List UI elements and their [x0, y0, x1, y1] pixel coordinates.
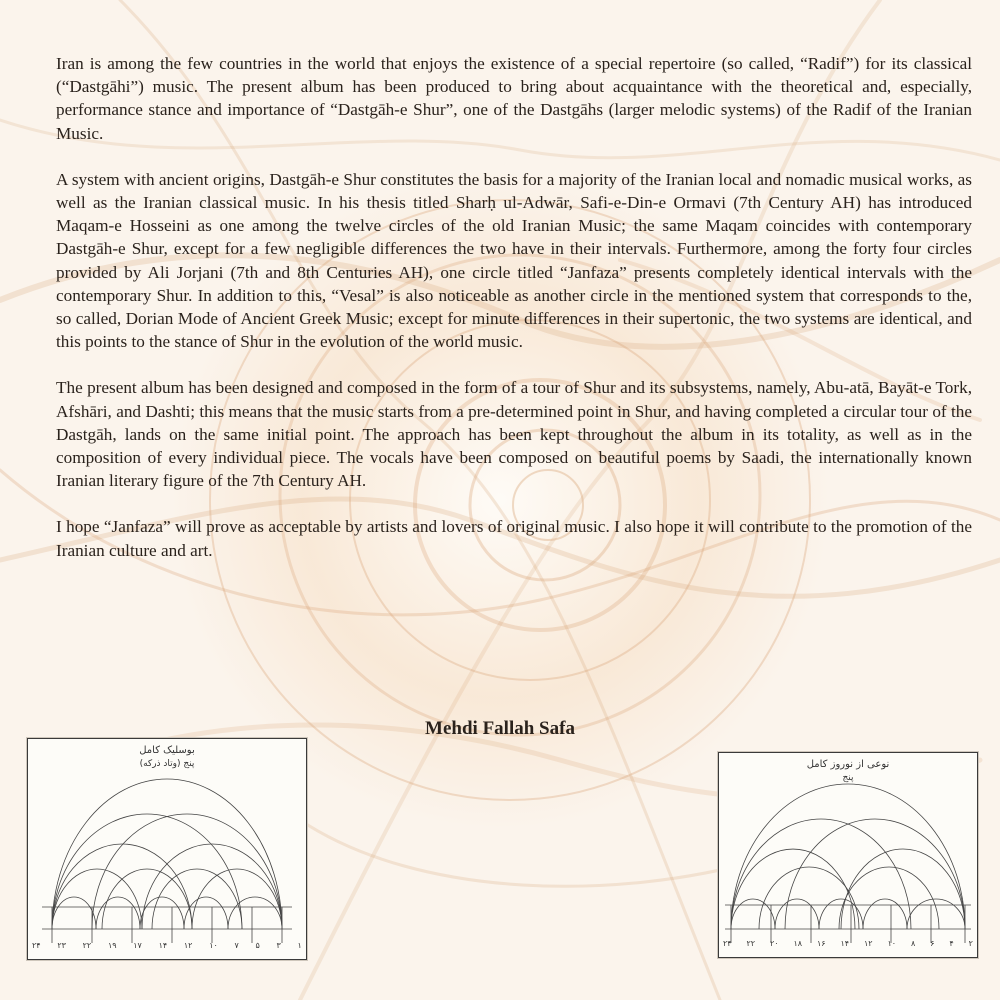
- diagram-left-label: ۱۰: [209, 941, 218, 950]
- diagram-left-label: ۲۳: [57, 941, 66, 950]
- diagram-right-label: ۲: [968, 939, 973, 948]
- diagram-left-label: ۱: [297, 941, 302, 950]
- diagram-left: [27, 738, 307, 960]
- diagram-right-label: ۶: [930, 939, 935, 948]
- diagram-left-label: ۱۴: [158, 941, 168, 950]
- diagram-left-arcs: [28, 739, 306, 959]
- diagram-right-label: ۲۰: [770, 939, 779, 948]
- paragraph-album: The present album has been designed and composed in the form of a tour of Shur and its subsystems, namely, Abu-atā, Bayāt-e Tork, Afshāri, and Dashti; this means that the music starts from a pre-determined point in Shur, and having completed a circular tour of the Dastgāh, lands on the same initial point. The approach has been kept throughout the album in its totality, as well as in the composition of every individual piece. The vocals have been composed on beautiful poems by Saadi, the internationally known Iranian literary figure of the 7th Century AH.: [56, 378, 972, 491]
- diagram-left-label: ۱۷: [133, 941, 142, 950]
- diagram-left-label: ۲۲: [82, 941, 92, 950]
- paragraph-intro: Iran is among the few countries in the world that enjoys the existence of a special repertoire (so called, “Radif”) for its classical (“Dastgāhi”) music. The present album has been produced to bring about acquaintance with the theoretical and, especially, performance stance and importance of “Dastgāh-e Shur”, one of the Dastgāhs (larger melodic systems) of the Radif of the Iranian Music.: [56, 54, 972, 143]
- diagram-right-label: ۴: [949, 939, 954, 948]
- diagram-right-label: ۱۰: [887, 939, 897, 948]
- diagram-right: [718, 752, 978, 958]
- diagram-right-label: ۲۴: [723, 939, 732, 948]
- diagram-left-label: ۱۹: [107, 941, 117, 950]
- diagram-left-label: ۱۲: [183, 941, 193, 950]
- diagram-left-label: ۲۴: [32, 941, 41, 950]
- diagram-right-label: ۸: [911, 939, 916, 948]
- diagram-left-label: ۵: [255, 941, 260, 950]
- diagram-right-label: ۱۸: [793, 939, 803, 948]
- diagram-right-label: ۲۲: [746, 939, 756, 948]
- diagram-right-label: ۱۴: [840, 939, 850, 948]
- diagram-right-title: نوعی از نوروز کامل: [806, 759, 890, 770]
- body-text: [56, 52, 972, 585]
- diagram-right-label: ۱۲: [864, 939, 873, 948]
- diagram-left-label: ۷: [234, 941, 239, 950]
- paragraph-history: A system with ancient origins, Dastgāh-e Shur constitutes the basis for a majority of the Iranian local and nomadic musical works, as well as the Iranian classical music. In his thesis titled Sharḥ ul-Adwār, Safi-e-Din-e Ormavi (7th Century AH) has introduced Maqam-e Hosseini as one among the twelve circles of the old Iranian Music; the same Maqam coincides with contemporary Dastgāh-e Shur, except for a few negligible differences the two have in their intervals. Furthermore, among the forty four circles provided by Ali Jorjani (7th and 8th Centuries AH), one circle titled “Janfaza” presents completely identical intervals with the contemporary Shur. In addition to this, “Vesal” is also noticeable as another circle in the mentioned system that corresponds to the, so called, Dorian Mode of Ancient Greek Music; except for minute differences in their supertonic, the two systems are identical, and this points to the stance of Shur in the evolution of the world music.: [56, 169, 972, 352]
- diagram-right-labels: [723, 939, 973, 953]
- diagram-right-subtitle: پنج: [842, 773, 854, 783]
- diagram-left-subtitle: پنج (وتاد ذركه): [139, 759, 195, 769]
- diagram-right-label: ۱۶: [817, 939, 826, 948]
- paragraph-hope: I hope “Janfaza” will prove as acceptable by artists and lovers of original music. I also hope it will contribute to the promotion of the Iranian culture and art.: [56, 517, 972, 560]
- diagram-left-label: ۳: [276, 941, 281, 950]
- diagram-left-title: بوسلیک کامل: [139, 745, 195, 756]
- author-signature: Mehdi Fallah Safa: [425, 718, 575, 739]
- diagram-left-labels: [32, 941, 302, 955]
- diagram-right-arcs: [719, 753, 977, 957]
